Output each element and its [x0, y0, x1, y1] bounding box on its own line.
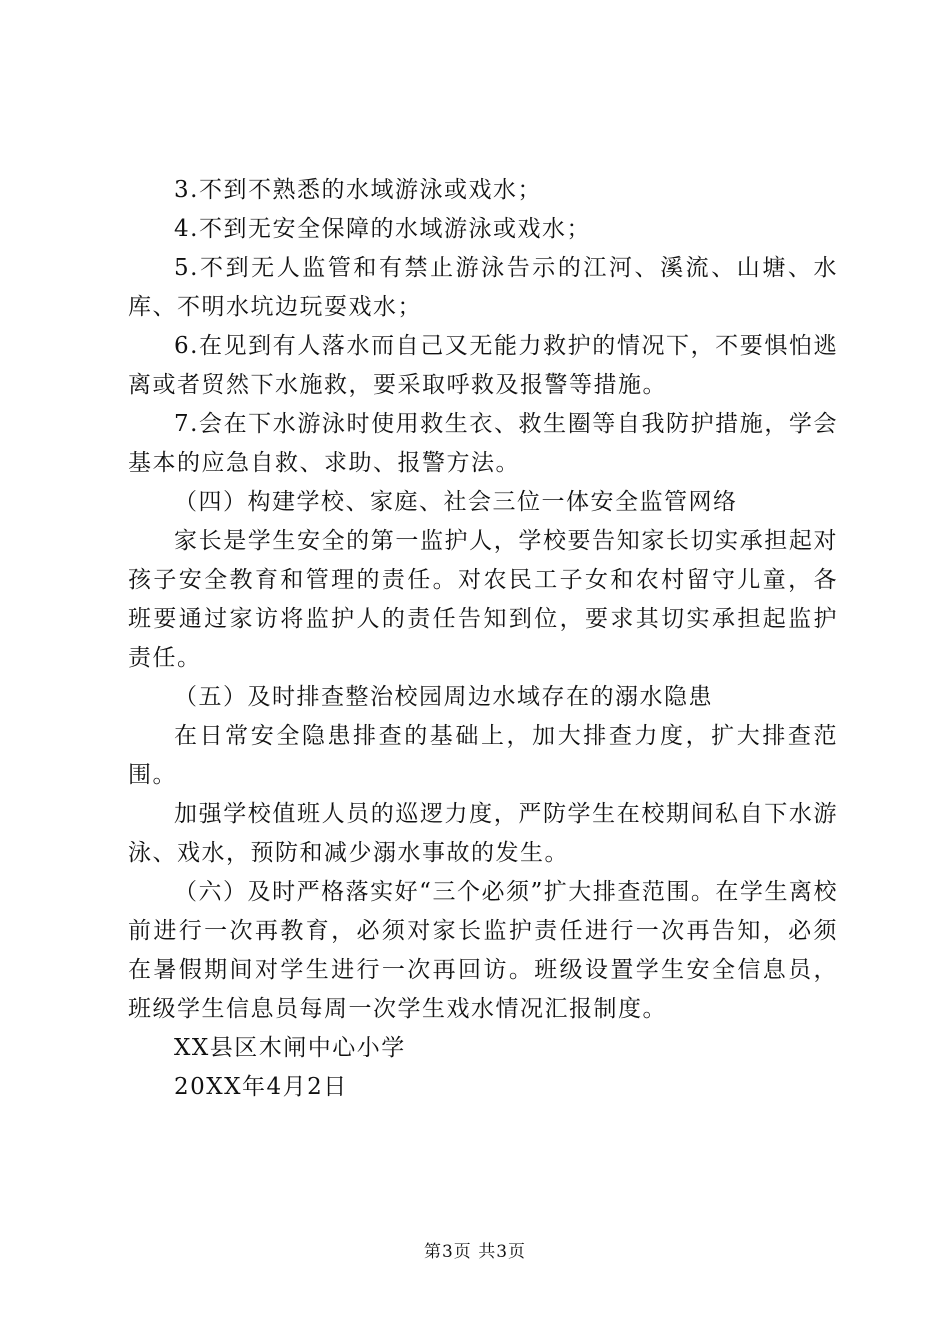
- section-5-heading: （五）及时排查整治校园周边水域存在的溺水隐患: [174, 684, 713, 710]
- item-4-paragraph: 4.不到无安全保障的水域游泳或戏水；: [174, 216, 591, 242]
- section-4-body: 家长是学生安全的第一监护人，学校要告知家长切实承担起对孩子安全教育和管理的责任。对农民工子女和农村留守儿童，各班要通过家访将监护人的责任告知到位，要求其切实承担起监护责任。: [128, 528, 838, 671]
- item-5-paragraph: 5.不到无人监管和有禁止游泳告示的江河、溪流、山塘、水库、不明水坑边玩耍戏水；: [128, 255, 838, 320]
- section-6-paragraph: （六）及时严格落实好“三个必须”扩大排查范围。在学生离校前进行一次再教育，必须对家长监护责任进行一次再告知，必须在暑假期间对学生进行一次再回访。班级设置学生安全信息员，班级学生信息员每周一次学生戏水情况汇报制度。: [128, 879, 838, 1022]
- item-3-paragraph: 3.不到不熟悉的水域游泳或戏水；: [174, 177, 542, 203]
- section-5-body-1: 在日常安全隐患排查的基础上，加大排查力度，扩大排查范围。: [128, 723, 838, 788]
- signature-school: XX县区木闸中心小学: [174, 1035, 406, 1061]
- item-6-paragraph: 6.在见到有人落水而自己又无能力救护的情况下，不要惧怕逃离或者贸然下水施救，要采取呼救及报警等措施。: [128, 333, 838, 398]
- signature-date: 20XX年4月2日: [174, 1074, 348, 1100]
- page-footer: 第3页 共3页: [423, 1242, 527, 1262]
- section-5-body-2: 加强学校值班人员的巡逻力度，严防学生在校期间私自下水游泳、戏水，预防和减少溺水事故的发生。: [128, 801, 838, 866]
- item-7-paragraph: 7.会在下水游泳时使用救生衣、救生圈等自我防护措施，学会基本的应急自救、求助、报警方法。: [128, 411, 838, 476]
- document-body: [128, 171, 838, 1107]
- section-4-heading: （四）构建学校、家庭、社会三位一体安全监管网络: [174, 489, 738, 515]
